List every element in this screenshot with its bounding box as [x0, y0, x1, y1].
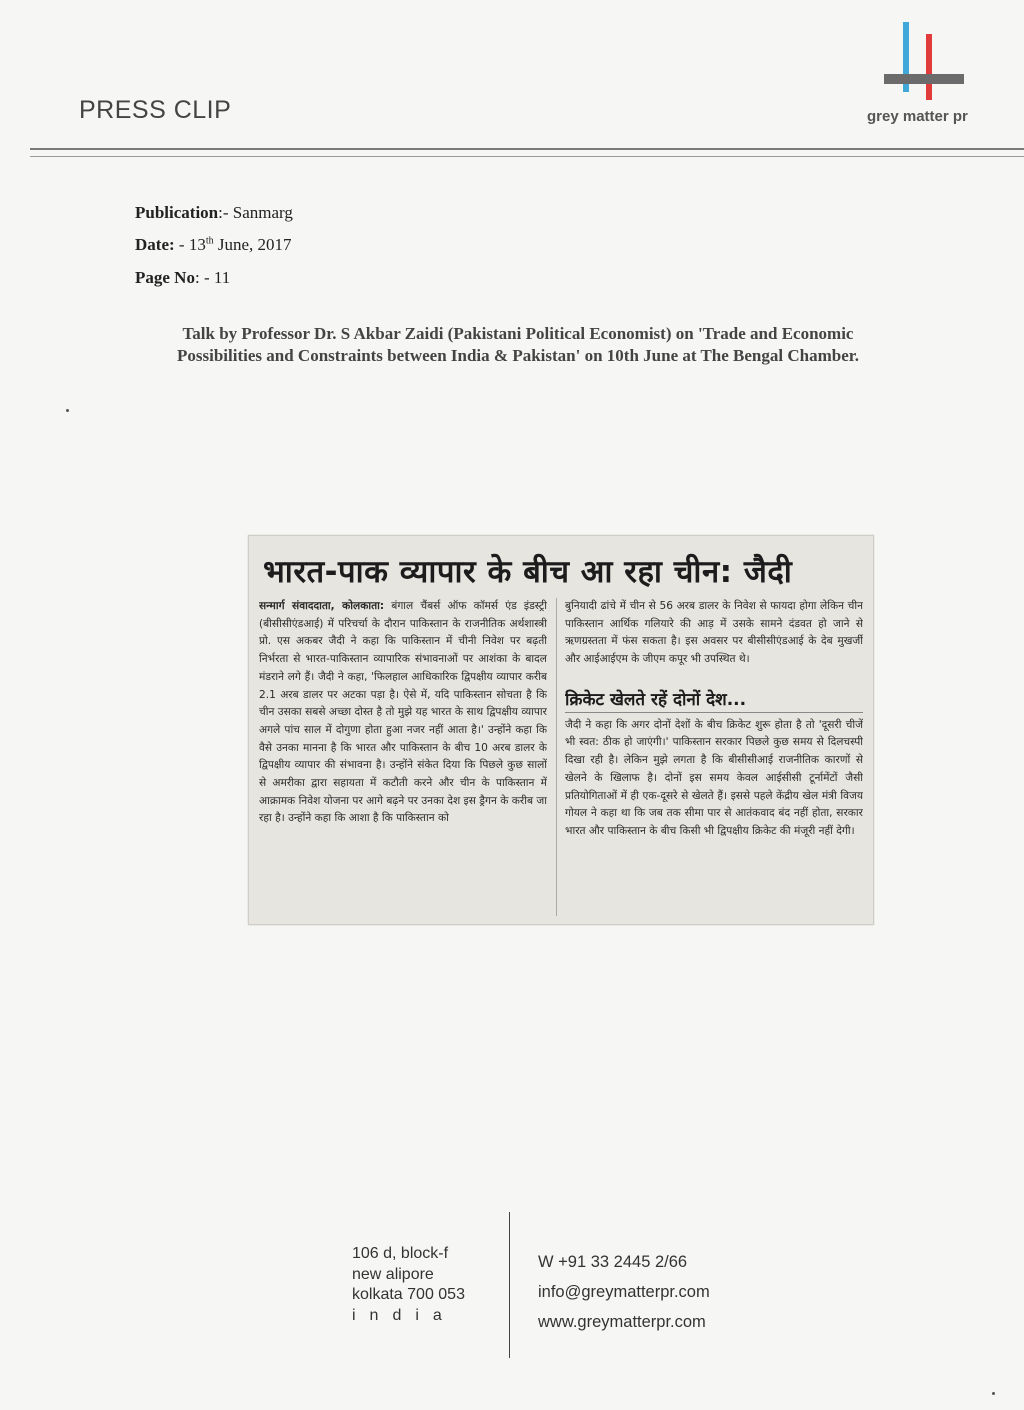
newspaper-clipping	[248, 535, 874, 925]
clipping-right-text-top: बुनियादी ढांचे में चीन से 56 अरब डालर के निवेश से फायदा होगा लेकिन चीन पाकिस्तान आर्थिक गलियारे की आड़ में उसके सामने दंडवत हो जाने से ऋणग्रस्तता में फंस सकता है। इस अवसर पर बीसीसीएंडआई के देब मुखर्जी और आईआईएम के जीएम कपूर भी उपस्थित थे।	[565, 600, 863, 666]
address-line-1: 106 d, block-f	[352, 1245, 449, 1262]
footer-contact	[538, 1247, 710, 1337]
publication-line	[135, 203, 293, 223]
date-rest: June, 2017	[213, 235, 292, 254]
page-value: : - 11	[194, 268, 231, 287]
page-number-line	[135, 268, 230, 288]
clipping-byline: सन्मार्ग संवाददाता, कोलकाता:	[259, 600, 385, 612]
clipping-subheading: क्रिकेट खेलते रहें दोनों देश...	[565, 692, 863, 713]
address-line-2: new alipore	[352, 1265, 434, 1283]
clipping-right-text-bottom: जैदी ने कहा कि अगर दोनों देशों के बीच क्रिकेट शुरू होता है तो 'दूसरी चीजें भी स्वत: ठीक हो जाएंगी।' पाकिस्तान सरकार पिछले कुछ समय से दिलचस्पी दिखा रही है। लेकिन मुझे लगता है कि बीसीसीआई राजनीतिक कारणों से खेलने के खिलाफ है। दोनों इस समय केवल आईसीसी टूर्नामेंटों जैसी प्रतियोगिताओं में ही एक-दूसरे से खेलते हैं। इससे पहले केंद्रीय खेल मंत्री विजय गोयल ने कहा था कि जब तक सीमा पार से आतंकवाद बंद नहीं होता, सरकार भारत और पाकिस्तान के बीच किसी भी द्विपक्षीय क्रिकेट की मंजूरी नहीं देगी।	[565, 718, 863, 837]
clipping-left-column	[259, 598, 547, 916]
date-label: Date:	[135, 235, 175, 254]
grey-matter-logo-icon	[884, 22, 964, 104]
footer-divider	[509, 1212, 510, 1358]
page-label: Page No	[135, 268, 195, 287]
column-divider	[556, 598, 557, 916]
clipping-left-text: बंगाल चैंबर्स ऑफ कॉमर्स एंड इंडस्ट्री (बीसीसीएंडआई) में परिचर्चा के दौरान पाकिस्तान के राजनीतिक अर्थशास्त्री प्रो. एस अकबर जैदी ने कहा कि पाकिस्तान में चीनी निवेश पर बढ़ती निर्भरता से भारत-पाकिस्तान व्यापारिक संभावनाओं पर आशंका के बादल मंडराने लगे हैं। जैदी ने कहा, 'फिलहाल आधिकारिक द्विपक्षीय व्यापार करीब 2.1 अरब डालर पर अटका पड़ा है। ऐसे में, यदि पाकिस्तान सोचता है कि चीन उसका सबसे अच्छा दोस्त है तो मुझे यह भारत के साथ द्विपक्षीय व्यापार अगले पांच साल में दोगुणा होता हुआ नजर नहीं आता है।' उन्होंने कहा कि वैसे उनका मानना है कि भारत और पाकिस्तान के बीच 10 अरब डालर के द्विपक्षीय व्यापार की संभावना है। उन्होंने संकेत दिया कि पिछले कुछ सालों से अमरीका द्वारा सहायता में कटौती करने और चीन के पाकिस्तान में आक्रामक निवेश योजना पर आगे बढ़ने पर उनका देश इस ड्रैगन के करीब जा रहा है। उन्होंने कहा कि आशा है कि पाकिस्तान को	[259, 600, 547, 825]
logo-text: grey matter pr	[867, 108, 968, 125]
address-line-3: kolkata 700 053	[352, 1286, 465, 1303]
clipping-headline: भारत-पाक व्यापार के बीच आ रहा चीन: जैदी	[263, 554, 793, 590]
contact-email[interactable]: info@greymatterpr.com	[538, 1283, 710, 1301]
contact-website[interactable]: www.greymatterpr.com	[538, 1313, 706, 1331]
page-title: PRESS CLIP	[79, 96, 232, 124]
header-rule	[30, 148, 1024, 150]
publication-value: :- Sanmarg	[218, 203, 293, 222]
event-summary: Talk by Professor Dr. S Akbar Zaidi (Pakistani Political Economist) on 'Trade and Economic Possibilities and Constraints between India & Pakistan' on 10th June at The Bengal Chamber.	[177, 324, 859, 365]
header-rule-thin	[30, 156, 1024, 157]
contact-phone: W +91 33 2445 2/66	[538, 1253, 688, 1271]
date-day: - 13	[174, 235, 206, 254]
scan-speck	[992, 1392, 995, 1395]
date-ordinal: th	[205, 235, 214, 247]
date-line	[135, 235, 292, 255]
clipping-right-column	[565, 598, 863, 907]
footer-address	[352, 1244, 465, 1326]
address-line-4: india	[352, 1306, 456, 1324]
scan-speck	[66, 409, 69, 412]
publication-label: Publication	[135, 203, 219, 222]
